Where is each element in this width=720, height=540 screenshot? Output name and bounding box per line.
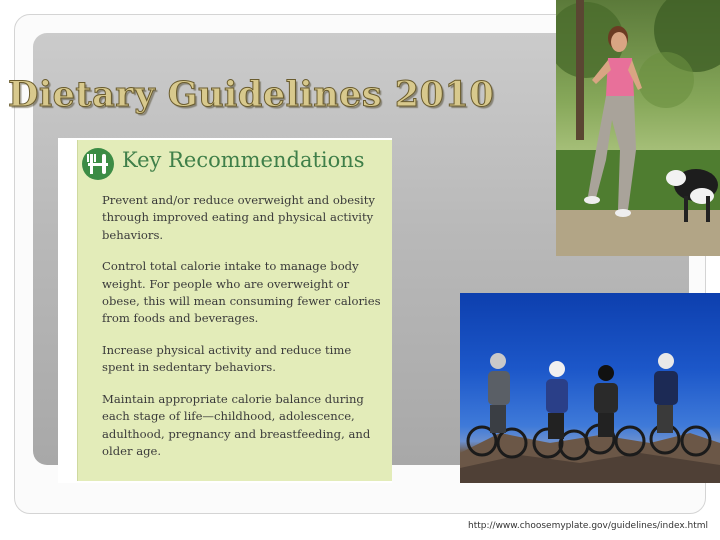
card-header xyxy=(82,148,382,180)
runner-photo xyxy=(556,0,720,256)
source-url[interactable]: http://www.choosemyplate.gov/guidelines/index.html xyxy=(468,521,709,531)
cyclists-photo-art xyxy=(460,293,720,483)
card-background xyxy=(77,140,392,481)
list-item: Prevent and/or reduce overweight and obesity through improved eating and physical activity behaviors. xyxy=(102,193,375,242)
list-item: Increase physical activity and reduce time spent in sedentary behaviors. xyxy=(102,343,352,375)
key-recommendations-card xyxy=(58,138,392,483)
card-heading: Key Recommendations xyxy=(122,148,365,172)
runner-photo-art xyxy=(556,0,720,256)
recommendation-list xyxy=(102,192,387,475)
slide-title: Dietary Guidelines 2010 xyxy=(8,74,495,115)
list-item: Maintain appropriate calorie balance during each stage of life—childhood, adolescence, adulthood, pregnancy and breastfeeding, and older age. xyxy=(102,392,371,459)
cyclists-photo xyxy=(460,293,720,483)
list-item: Control total calorie intake to manage body weight. For people who are overweight or obese, this will mean consuming fewer calories from foods and beverages. xyxy=(102,259,381,326)
fork-knife-plate-icon xyxy=(82,148,114,180)
